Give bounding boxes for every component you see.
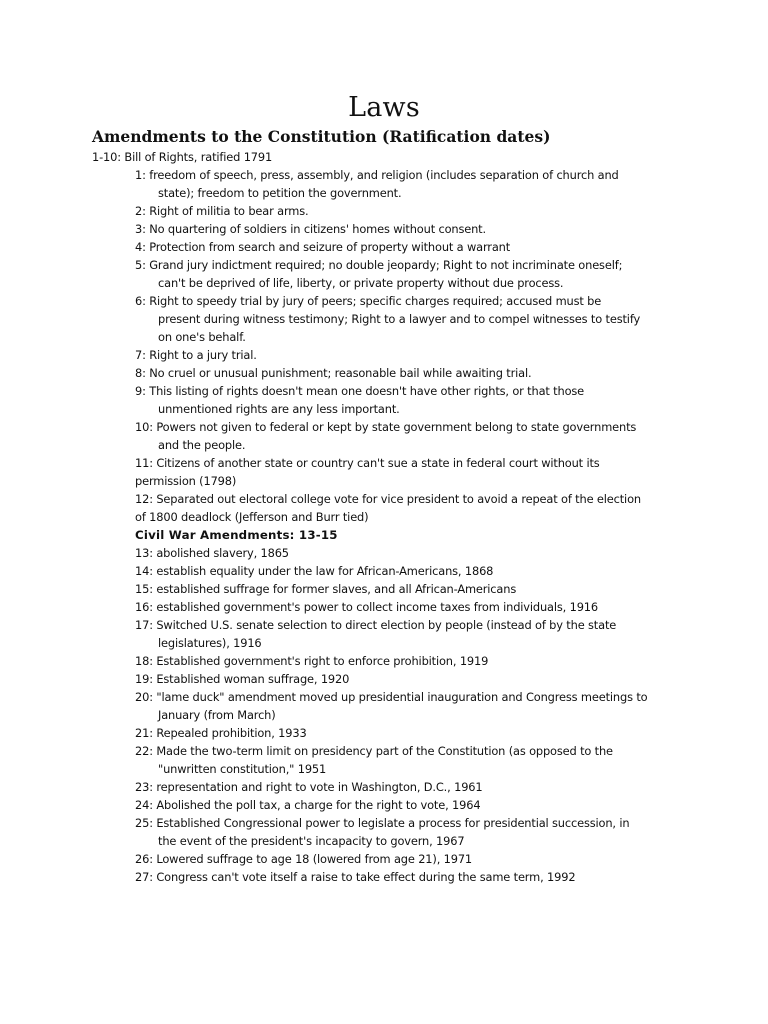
text-line: 16: established government's power to collect income taxes from individuals, 1916 bbox=[135, 600, 599, 614]
text-line: unmentioned rights are any less important. bbox=[158, 402, 400, 416]
text-line: January (from March) bbox=[158, 708, 276, 722]
text-line: 8: No cruel or unusual punishment; reasonable bail while awaiting trial. bbox=[135, 366, 532, 380]
text-line: 4: Protection from search and seizure of property without a warrant bbox=[135, 240, 511, 254]
text-line: 6: Right to speedy trial by jury of peers; specific charges required; accused must be bbox=[135, 294, 602, 308]
text-line: 13: abolished slavery, 1865 bbox=[135, 546, 289, 560]
text-line: and the people. bbox=[158, 438, 246, 452]
text-line: 1-10: Bill of Rights, ratified 1791 bbox=[92, 150, 273, 164]
text-line: 23: representation and right to vote in Washington, D.C., 1961 bbox=[135, 780, 483, 794]
text-line: 15: established suffrage for former slaves, and all African-Americans bbox=[135, 582, 517, 596]
text-line: 7: Right to a jury trial. bbox=[135, 348, 257, 362]
text-line: 5: Grand jury indictment required; no double jeopardy; Right to not incriminate oneself; bbox=[135, 258, 623, 272]
text-line: permission (1798) bbox=[135, 474, 237, 488]
text-line: 10: Powers not given to federal or kept by state government belong to state governments bbox=[135, 420, 637, 434]
text-line: the event of the president's incapacity to govern, 1967 bbox=[158, 834, 465, 848]
text-line: 19: Established woman suffrage, 1920 bbox=[135, 672, 350, 686]
page-subtitle: Amendments to the Constitution (Ratification dates) bbox=[92, 127, 551, 146]
text-line: 18: Established government's right to enforce prohibition, 1919 bbox=[135, 654, 489, 668]
text-line: legislatures), 1916 bbox=[158, 636, 262, 650]
text-line: 9: This listing of rights doesn't mean one doesn't have other rights, or that those bbox=[135, 384, 585, 398]
text-line: 22: Made the two-term limit on presidency part of the Constitution (as opposed to the bbox=[135, 744, 613, 758]
text-line: on one's behalf. bbox=[158, 330, 246, 344]
amendments-list bbox=[0, 148, 768, 886]
text-line: 1: freedom of speech, press, assembly, and religion (includes separation of church and bbox=[135, 168, 619, 182]
text-line: 20: "lame duck" amendment moved up presidential inauguration and Congress meetings to bbox=[135, 690, 648, 704]
text-line: present during witness testimony; Right to a lawyer and to compel witnesses to testify bbox=[158, 312, 641, 326]
text-line: 3: No quartering of soldiers in citizens' homes without consent. bbox=[135, 222, 486, 236]
text-line: can't be deprived of life, liberty, or private property without due process. bbox=[158, 276, 564, 290]
text-line: 27: Congress can't vote itself a raise to take effect during the same term, 1992 bbox=[135, 870, 576, 884]
text-line: 12: Separated out electoral college vote for vice president to avoid a repeat of the election bbox=[135, 492, 641, 506]
text-line: 26: Lowered suffrage to age 18 (lowered from age 21), 1971 bbox=[135, 852, 473, 866]
text-line: 25: Established Congressional power to legislate a process for presidential succession, in bbox=[135, 816, 630, 830]
text-line: 11: Citizens of another state or country can't sue a state in federal court without its bbox=[135, 456, 600, 470]
text-line: 14: establish equality under the law for African-Americans, 1868 bbox=[135, 564, 494, 578]
text-line: "unwritten constitution," 1951 bbox=[158, 762, 327, 776]
text-line: 2: Right of militia to bear arms. bbox=[135, 204, 309, 218]
text-line: 17: Switched U.S. senate selection to direct election by people (instead of by the state bbox=[135, 618, 617, 632]
text-line: 21: Repealed prohibition, 1933 bbox=[135, 726, 307, 740]
text-line: state); freedom to petition the government. bbox=[158, 186, 402, 200]
page-title: Laws bbox=[348, 92, 420, 123]
section-header: Civil War Amendments: 13-15 bbox=[135, 528, 338, 542]
text-line: 24: Abolished the poll tax, a charge for the right to vote, 1964 bbox=[135, 798, 481, 812]
text-line: of 1800 deadlock (Jefferson and Burr tied) bbox=[135, 510, 369, 524]
